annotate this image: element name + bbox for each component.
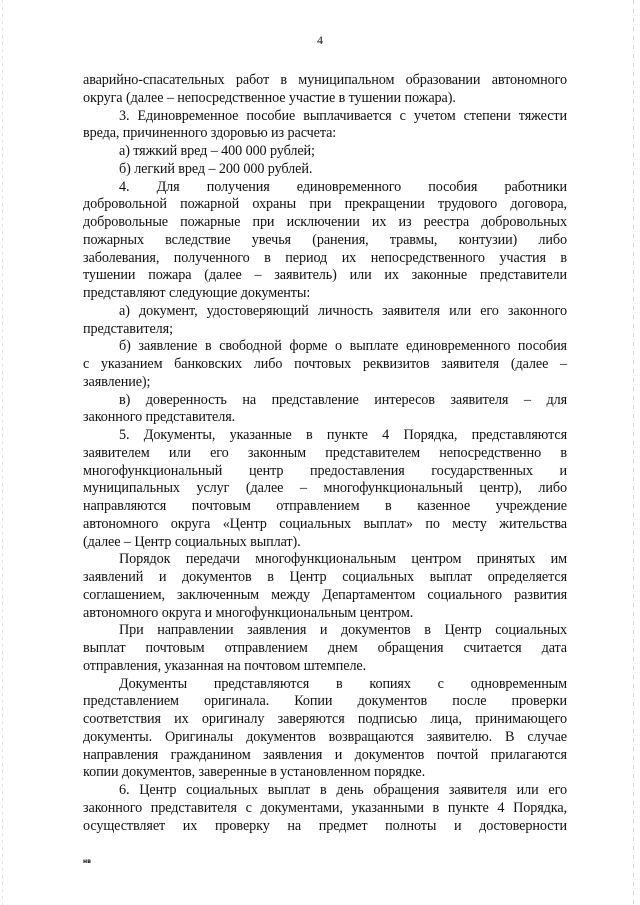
text-line: аварийно-спасательных работ в муниципальном образовании автономного [83, 72, 567, 88]
text-line: многофункциональный центр предоставления государственных и [83, 462, 567, 479]
text-line: 6. Центр социальных выплат в день обращения заявителя или его [119, 782, 567, 798]
text-line: направления гражданином заявления и документов почтой прилагаются [83, 746, 567, 763]
text-line: соответствия их оригиналу заверяются подписью лица, принимающего [83, 711, 567, 727]
text-line: Порядок передачи многофункциональным центром принятых им [119, 551, 567, 568]
text-line: добровольной пожарной охраны при прекращении трудового договора, [83, 196, 567, 213]
text-line: (далее – Центр социальных выплат). [83, 533, 301, 550]
footer-code: нв [83, 858, 91, 865]
text-line: автономного округа и многофункциональным центром. [83, 604, 414, 621]
text-line: Документы представляются в копиях с одновременным [119, 675, 567, 692]
text-line: тушении пожара (далее – заявитель) или их законные представители [83, 267, 567, 284]
page-number: 4 [317, 33, 323, 47]
text-line: заявление); [83, 373, 151, 390]
text-line: При направлении заявления и документов в Центр социальных [119, 622, 567, 639]
text-line: соглашением, заключенным между Департаментом социального развития [83, 586, 567, 603]
document-text-body [83, 72, 567, 835]
text-line: осуществляет их проверку на предмет полноты и достоверности [83, 817, 567, 834]
text-line: вреда, причиненного здоровью из расчета: [83, 125, 337, 142]
text-line: выплат почтовым отправлением днем обращения считается дата [83, 640, 567, 656]
scan-edge-left [2, 0, 3, 905]
text-line: в) доверенность на представление интересов заявителя – для [119, 391, 567, 408]
text-line: представителя; [83, 320, 173, 337]
text-line: документы. Оригиналы документов возвращаются заявителю. В случае [83, 728, 567, 745]
text-line: муниципальных услуг (далее – многофункциональный центр), либо [83, 480, 567, 497]
text-line: б) легкий вред – 200 000 рублей. [119, 160, 313, 177]
text-line: 5. Документы, указанные в пункте 4 Порядка, представляются [119, 427, 567, 443]
text-line: 3. Единовременное пособие выплачивается с учетом степени тяжести [119, 107, 567, 124]
text-line: заявлений и документов в Центр социальных выплат определяется [83, 569, 567, 585]
text-line: 4. Для получения единовременного пособия работники [119, 178, 567, 195]
text-line: а) документ, удостоверяющий личность заявителя или его законного [119, 302, 567, 319]
text-line: копии документов, заверенные в установленном порядке. [83, 764, 426, 781]
text-line: пожарных вследствие увечья (ранения, травмы, контузии) либо [83, 231, 567, 248]
text-line: представлением оригинала. Копии документов после проверки [83, 693, 567, 710]
text-line: заболевания, полученного в период их непосредственного участия в [83, 249, 567, 266]
text-line: а) тяжкий вред – 400 000 рублей; [119, 143, 315, 159]
text-line: представляют следующие документы: [83, 285, 311, 301]
text-line: б) заявление в свободной форме о выплате единовременного пособия [119, 338, 567, 355]
text-line: направляются почтовым отправлением в казенное учреждение [83, 498, 567, 514]
text-line: заявителем или его законным представителем непосредственно в [83, 444, 567, 461]
text-line: округа (далее – непосредственное участие в тушении пожара). [83, 89, 456, 106]
text-line: законного представителя. [83, 409, 236, 426]
text-line: с указанием банковских либо почтовых реквизитов заявителя (далее – [83, 356, 567, 372]
scan-edge-right [633, 0, 634, 905]
text-line: отправления, указанная на почтовом штемпеле. [83, 657, 367, 674]
text-line: автономного округа «Центр социальных выплат» по месту жительства [83, 515, 567, 532]
text-line: добровольные пожарные при исключении их из реестра добровольных [83, 214, 567, 230]
text-line: законного представителя с документами, указанными в пункте 4 Порядка, [83, 799, 567, 816]
